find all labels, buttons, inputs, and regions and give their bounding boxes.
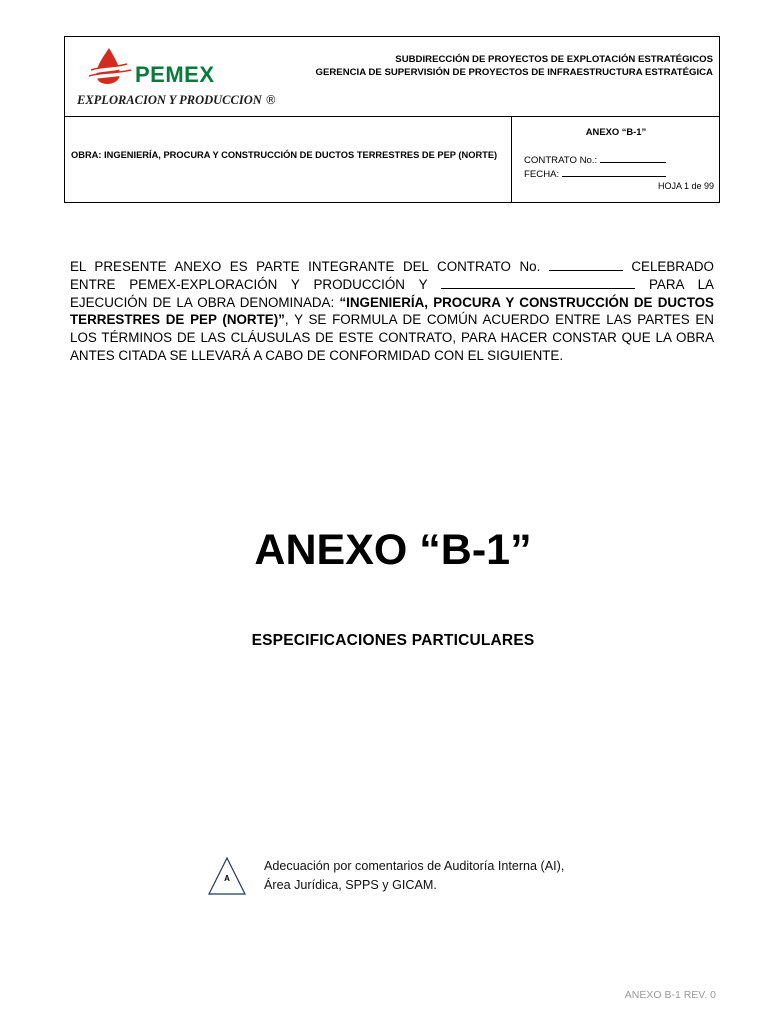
header-top-row: [65, 37, 719, 117]
footer-revision: ANEXO B-1 REV. 0: [624, 989, 716, 1001]
pemex-wordmark: PEMEX: [135, 62, 215, 87]
anexo-label: ANEXO “B-1”: [585, 126, 647, 137]
page-number: HOJA 1 de 99: [657, 181, 714, 191]
header-bottom-row: [65, 117, 719, 203]
contrato-field: CONTRATO No.:: [524, 153, 666, 166]
pemex-eagle-drop-icon: [87, 46, 133, 88]
obra-name-bold: “INGENIERÍA, PROCURA Y CONSTRUCCIÓN DE DUCTOS TERRESTRES DE PEP (NORTE)”: [70, 294, 714, 328]
obra-description: OBRA: INGENIERÍA, PROCURA Y CONSTRUCCIÓN DE DUCTOS TERRESTRES DE PEP (NORTE): [71, 150, 498, 160]
pemex-logo: [77, 46, 277, 110]
logo-subtitle: EXPLORACION Y PRODUCCION ®: [77, 93, 277, 107]
header-gerencia: GERENCIA DE SUPERVISIÓN DE PROYECTOS DE INFRAESTRUCTURA ESTRATÉGICA: [315, 67, 713, 78]
document-header-box: [64, 36, 720, 203]
fecha-field: FECHA:: [524, 167, 666, 180]
subtitle: ESPECIFICACIONES PARTICULARES: [251, 632, 535, 649]
revision-letter: A: [224, 874, 230, 883]
intro-paragraph: EL PRESENTE ANEXO ES PARTE INTEGRANTE DEL CONTRATO No. CELEBRADO ENTRE PEMEX-EXPLORACIÓN Y PRODUCCIÓN Y PARA LA EJECUCIÓN DE LA OBRA DENOMINADA: “INGENIERÍA, PROCURA Y CONSTRUCCIÓN DE DUCTOS TERRESTRES DE PEP (NORTE)”, Y SE FORMULA DE COMÚN ACUERDO ENTRE LAS PARTES EN LOS TÉRMINOS DE LAS CLÁUSULAS DE ESTE CONTRATO, PARA HACER CONSTAR QUE LA OBRA ANTES CITADA SE LLEVARÁ A CABO DE CONFORMIDAD CON EL SIGUIENTE.: [70, 259, 714, 363]
main-title: ANEXO “B-1”: [254, 526, 532, 574]
header-subdireccion: SUBDIRECCIÓN DE PROYECTOS DE EXPLOTACIÓN ESTRATÉGICOS: [395, 54, 713, 65]
revision-note: Adecuación por comentarios de Auditoría Interna (AI), Área Jurídica, SPPS y GICAM.: [264, 859, 565, 892]
